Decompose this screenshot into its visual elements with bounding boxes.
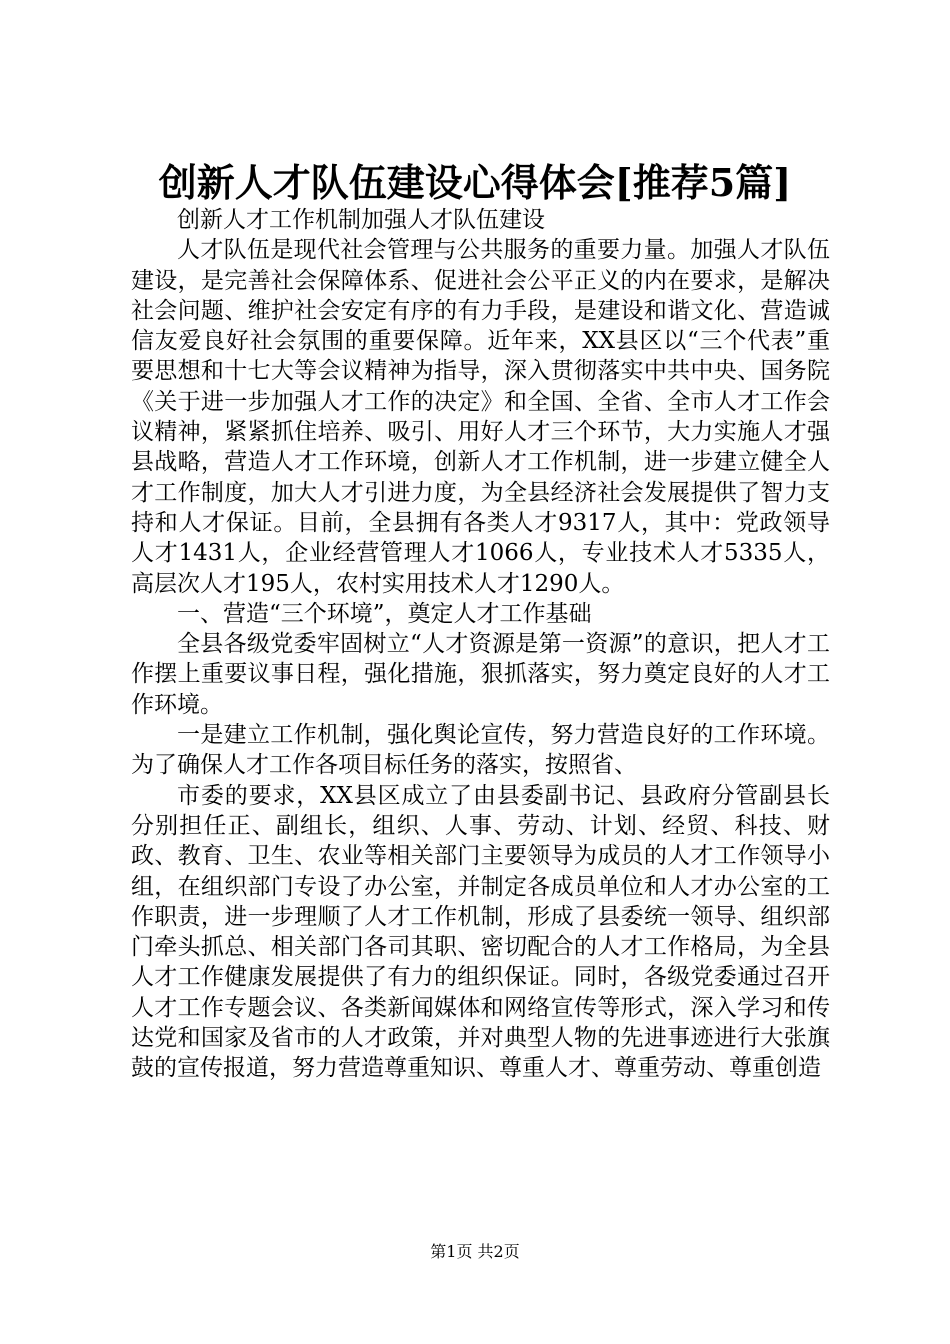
document-title: 创新人才队伍建设心得体会[推荐5篇]	[158, 160, 792, 205]
page-number-footer: 第1页 共2页	[430, 1242, 520, 1261]
paragraph-mechanism: 一是建立工作机制，强化舆论宣传，努力营造良好的工作环境。为了确保人才工作各项目标任务的落实，按照省、	[131, 722, 830, 779]
section-heading-1: 一、营造“三个环境”，奠定人才工作基础	[177, 600, 592, 627]
section-subtitle: 创新人才工作机制加强人才队伍建设	[177, 207, 545, 233]
paragraph-intro: 人才队伍是现代社会管理与公共服务的重要力量。加强人才队伍建设，是完善社会保障体系、促进社会公平正义的内在要求，是解决社会问题、维护社会安定有序的有力手段，是建设和谐文化、营造诚信友爱良好社会氛围的重要保障。近年来，XX县区以“三个代表”重要思想和十七大等会议精神为指导，深入贯彻落实中共中央、国务院《关于进一步加强人才工作的决定》和全国、全省、全市人才工作会议精神，紧紧抓住培养、吸引、用好人才三个环节，大力实施人才强县战略，营造人才工作环境，创新人才工作机制，进一步建立健全人才工作制度，加大人才引进力度，为全县经济社会发展提供了智力支持和人才保证。目前，全县拥有各类人才9317人，其中：党政领导人才1431人，企业经营管理人才1066人，专业技术人才5335人，高层次人才195人，农村实用技术人才1290人。	[131, 237, 830, 597]
document-body	[131, 205, 830, 1084]
paragraph-environment: 全县各级党委牢固树立“人才资源是第一资源”的意识，把人才工作摆上重要议事日程，强化措施，狠抓落实，努力奠定良好的人才工作环境。	[131, 631, 830, 718]
paragraph-leadership: 市委的要求，XX县区成立了由县委副书记、县政府分管副县长分别担任正、副组长，组织、人事、劳动、计划、经贸、科技、财政、教育、卫生、农业等相关部门主要领导为成员的人才工作领导小组，在组织部门专设了办公室，并制定各成员单位和人才办公室的工作职责，进一步理顺了人才工作机制，形成了县委统一领导、组织部门牵头抓总、相关部门各司其职、密切配合的人才工作格局，为全县人才工作健康发展提供了有力的组织保证。同时，各级党委通过召开人才工作专题会议、各类新闻媒体和网络宣传等形式，深入学习和传达党和国家及省市的人才政策，并对典型人物的先进事迹进行大张旗鼓的宣传报道，努力营造尊重知识、尊重人才、尊重劳动、尊重创造	[131, 782, 830, 1082]
